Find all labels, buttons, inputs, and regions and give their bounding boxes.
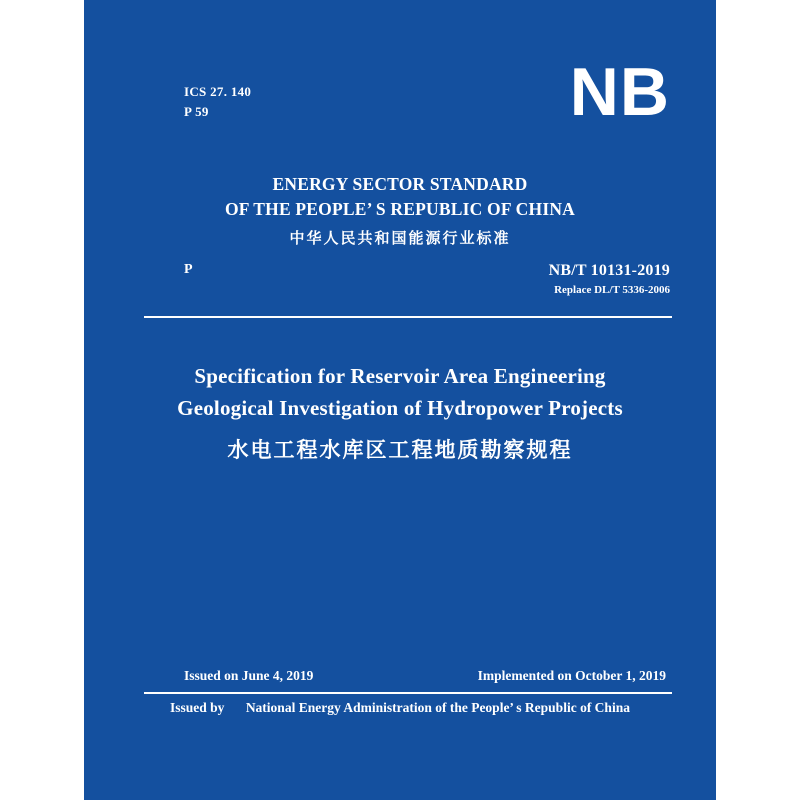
document-title-en-line2: Geological Investigation of Hydropower Projects xyxy=(177,396,623,420)
nb-logo: NB xyxy=(569,54,670,130)
standard-header-chinese: 中华人民共和国能源行业标准 xyxy=(289,229,511,247)
standard-header-line1: ENERGY SECTOR STANDARD xyxy=(272,174,528,194)
date-row xyxy=(184,668,666,688)
issuer-label: Issued by xyxy=(170,700,225,715)
category-mark: P xyxy=(184,262,193,277)
classification-code: P 59 xyxy=(184,104,209,119)
ics-number: ICS 27. 140 xyxy=(184,84,252,99)
ics-block xyxy=(184,82,251,122)
standard-header-line2: OF THE PEOPLE’ S REPUBLIC OF CHINA xyxy=(224,199,576,219)
implemented-on-date: Implemented on October 1, 2019 xyxy=(477,668,666,683)
document-title-chinese: 水电工程水库区工程地质勘察规程 xyxy=(227,438,573,462)
standard-code-row xyxy=(184,262,670,302)
issuer-row xyxy=(84,700,716,716)
issuer-name: National Energy Administration of the People’ s Republic of China xyxy=(245,700,630,715)
standard-cover xyxy=(84,0,716,800)
document-title xyxy=(124,360,676,470)
standard-number: NB/T 10131-2019 xyxy=(548,262,670,279)
issued-on-date: Issued on June 4, 2019 xyxy=(184,668,314,683)
replace-note: Replace DL/T 5336-2006 xyxy=(554,284,670,296)
divider-bottom xyxy=(144,692,672,694)
document-title-en-line1: Specification for Reservoir Area Engineering xyxy=(194,364,606,388)
divider-top xyxy=(144,316,672,318)
standard-header xyxy=(84,172,716,252)
